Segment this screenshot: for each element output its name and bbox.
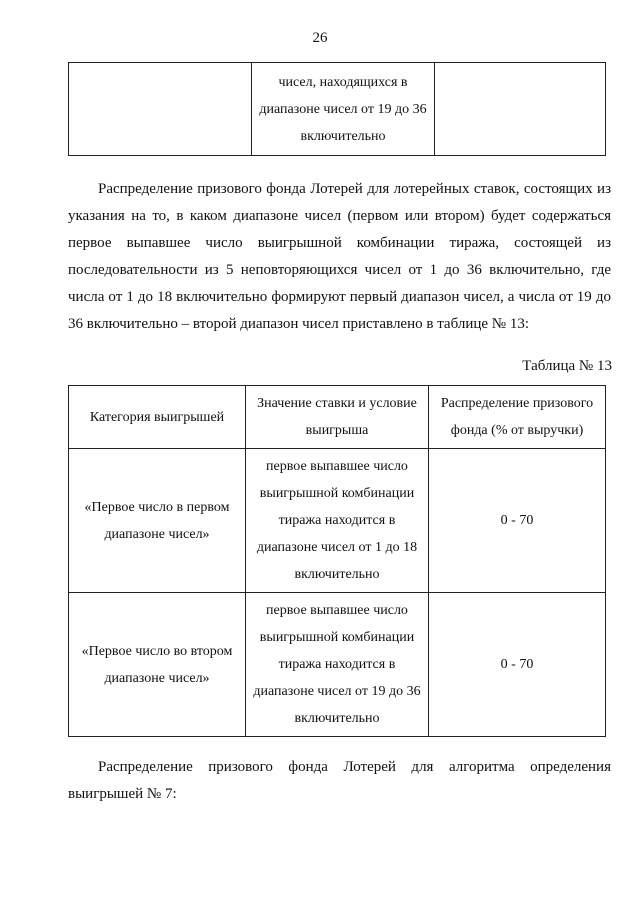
header-distribution: Распределение призового фонда (% от выручки) bbox=[429, 386, 606, 449]
table-row bbox=[69, 63, 606, 156]
cell-distribution: 0 - 70 bbox=[429, 593, 606, 737]
table-cell-empty bbox=[69, 63, 252, 156]
cell-distribution: 0 - 70 bbox=[429, 449, 606, 593]
paragraph-prize-fund-intro: Распределение призового фонда Лотерей для лотерейных ставок, состоящих из указания на то, в каком диапазоне чисел (первом или втором) будет содержаться первое выпавшее число выигрышной комбинации тиража, состоящей из последовательности из 5 неповторяющихся чисел от 1 до 36 включительно, где числа от 1 до 18 включительно формируют первый диапазон чисел, а числа от 19 до 36 включительно – второй диапазон чисел приставлено в таблице № 13: bbox=[68, 181, 611, 332]
table-header-row bbox=[69, 386, 606, 449]
table-caption: Таблица № 13 bbox=[522, 358, 612, 374]
prize-distribution-table bbox=[68, 385, 606, 737]
table-row bbox=[69, 593, 606, 737]
table-cell-empty bbox=[435, 63, 606, 156]
table-cell: чисел, находящихся в диапазоне чисел от 19 до 36 включительно bbox=[252, 63, 435, 156]
page-number: 26 bbox=[312, 30, 328, 46]
header-category: Категория выигрышей bbox=[69, 386, 246, 449]
table-row bbox=[69, 449, 606, 593]
continued-table bbox=[68, 62, 606, 156]
cell-condition: первое выпавшее число выигрышной комбинации тиража находится в диапазоне чисел от 19 до 36 включительно bbox=[246, 593, 429, 737]
header-condition: Значение ставки и условие выигрыша bbox=[246, 386, 429, 449]
paragraph-algorithm-7: Распределение призового фонда Лотерей для алгоритма определения выигрышей № 7: bbox=[68, 759, 611, 802]
cell-category: «Первое число во втором диапазоне чисел» bbox=[69, 593, 246, 737]
cell-condition: первое выпавшее число выигрышной комбинации тиража находится в диапазоне чисел от 1 до 18 включительно bbox=[246, 449, 429, 593]
cell-category: «Первое число в первом диапазоне чисел» bbox=[69, 449, 246, 593]
